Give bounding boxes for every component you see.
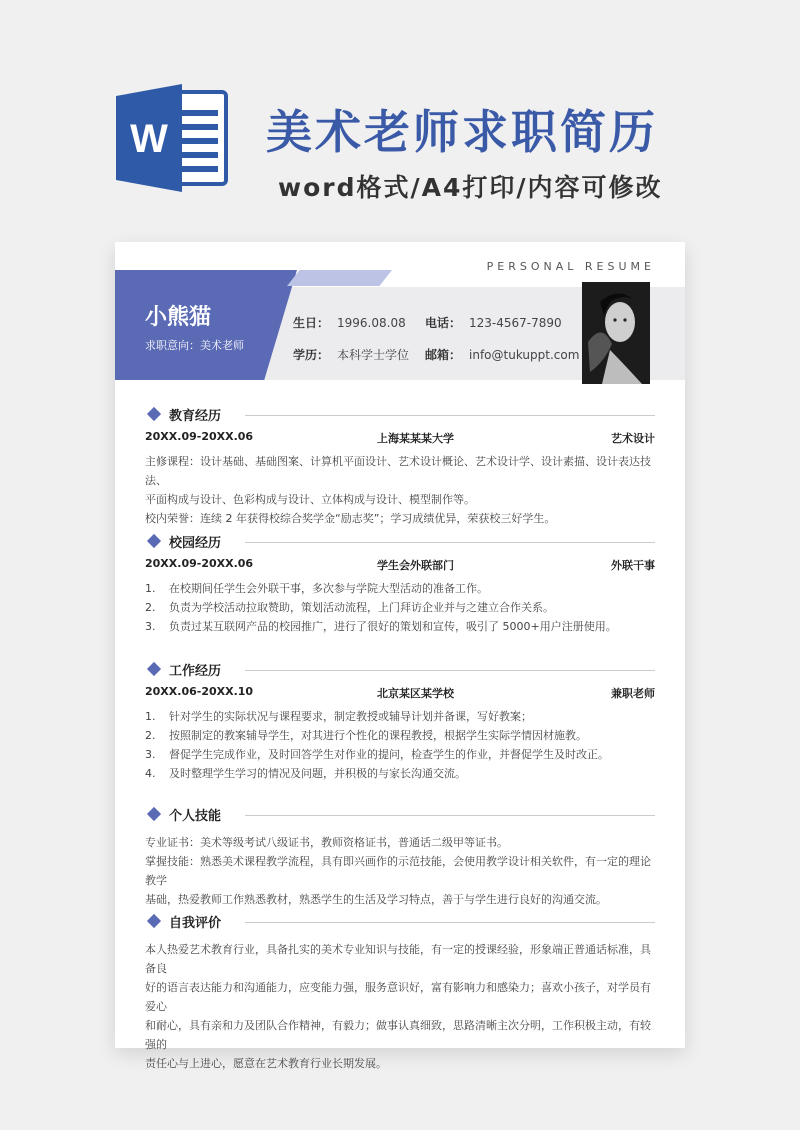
diamond-icon xyxy=(147,914,161,928)
skills-title: 个人技能 xyxy=(169,809,222,824)
entry-date: 20XX.09-20XX.06 xyxy=(145,430,254,443)
profile-photo xyxy=(582,282,650,384)
personal-resume-label: PERSONAL RESUME xyxy=(486,260,655,273)
campus-header xyxy=(145,532,655,554)
info-email xyxy=(425,346,579,363)
self-line: 和耐心，具有亲和力及团队合作精神，有毅力；做事认真细致，思路清晰主次分明，工作积极主动，有较强的 xyxy=(145,1019,651,1051)
work-header xyxy=(145,660,655,682)
entry-role: 兼职老师 xyxy=(611,687,655,700)
phone-value: 123-4567-7890 xyxy=(469,316,562,330)
entry-role: 艺术设计 xyxy=(611,432,655,445)
info-phone xyxy=(425,314,562,331)
section-education xyxy=(145,405,655,528)
section-skills xyxy=(145,805,655,909)
entry-date: 20XX.09-20XX.06 xyxy=(145,557,254,570)
list-item: 4. 及时整理学生学习的情况及问题，并积极的与家长沟通交流。 xyxy=(145,767,466,780)
email-label: 邮箱： xyxy=(425,348,462,362)
section-work xyxy=(145,660,655,783)
edu-label: 学历： xyxy=(293,348,330,362)
self-title: 自我评价 xyxy=(169,916,222,931)
skills-line: 基础，热爱教师工作熟悉教材，熟悉学生的生活及学习特点，善于与学生进行良好的沟通交流。 xyxy=(145,893,607,906)
list-item: 3. 负责过某互联网产品的校园推广，进行了很好的策划和宣传，吸引了 5000+用户注册使用。 xyxy=(145,620,617,633)
list-item: 2. 负责为学校活动拉取赞助，策划活动流程，上门拜访企业并与之建立合作关系。 xyxy=(145,601,554,614)
birth-value: 1996.08.08 xyxy=(337,316,406,330)
candidate-name: 小熊猫 xyxy=(145,305,212,330)
email-value: info@tukuppt.com xyxy=(469,348,580,362)
work-title: 工作经历 xyxy=(169,664,222,679)
section-self-evaluation xyxy=(145,912,655,1073)
skills-line: 掌握技能：熟悉美术课程教学流程，具有即兴画作的示范技能，会使用教学设计相关软件，有一定的理论教学 xyxy=(145,855,651,887)
job-intent: 求职意向：美术老师 xyxy=(145,339,244,352)
self-line: 本人热爱艺术教育行业，具备扎实的美术专业知识与技能，有一定的授课经验，形象端正普通话标准，具备良 xyxy=(145,943,651,975)
list-item: 3. 督促学生完成作业，及时回答学生对作业的提问，检查学生的作业，并督促学生及时改正。 xyxy=(145,748,609,761)
diamond-icon xyxy=(147,662,161,676)
phone-label: 电话： xyxy=(425,316,462,330)
education-entry xyxy=(145,430,655,452)
education-header xyxy=(145,405,655,427)
section-divider xyxy=(245,922,655,923)
diamond-icon xyxy=(147,407,161,421)
education-title: 教育经历 xyxy=(169,409,222,424)
campus-title: 校园经历 xyxy=(169,536,222,551)
accent-stripe xyxy=(287,270,392,286)
list-item: 2. 按照制定的教案辅导学生，对其进行个性化的课程教授，根据学生实际学情因材施教。 xyxy=(145,729,587,742)
education-line: 主修课程：设计基础、基础图案、计算机平面设计、艺术设计概论、艺术设计学、设计素描、设计表达技法、 xyxy=(145,455,651,487)
entry-role: 外联干事 xyxy=(611,559,655,572)
word-logo-icon xyxy=(116,84,228,192)
self-line: 责任心与上进心，愿意在艺术教育行业长期发展。 xyxy=(145,1057,387,1070)
section-divider xyxy=(245,542,655,543)
entry-date: 20XX.06-20XX.10 xyxy=(145,685,254,698)
edu-value: 本科学士学位 xyxy=(337,348,410,362)
entry-org: 学生会外联部门 xyxy=(377,559,454,572)
resume-page xyxy=(115,242,685,1070)
birth-label: 生日： xyxy=(293,316,330,330)
section-campus xyxy=(145,532,655,636)
education-line: 校内荣誉：连续 2 年获得校综合奖学金“励志奖”；学习成绩优异，荣获校三好学生。 xyxy=(145,512,556,525)
list-item: 1. 针对学生的实际状况与课程要求，制定教授或辅导计划并备课，写好教案； xyxy=(145,710,532,723)
work-entry xyxy=(145,685,655,707)
diamond-icon xyxy=(147,534,161,548)
campus-entry xyxy=(145,557,655,579)
list-item: 1. 在校期间任学生会外联干事，多次参与学院大型活动的准备工作。 xyxy=(145,582,488,595)
section-divider xyxy=(245,415,655,416)
entry-org: 北京某区某学校 xyxy=(377,687,454,700)
info-birth xyxy=(293,314,406,331)
entry-org: 上海某某某大学 xyxy=(377,432,454,445)
info-education xyxy=(293,346,409,363)
word-letter: W xyxy=(130,117,168,161)
section-divider xyxy=(245,815,655,816)
skills-header xyxy=(145,805,655,827)
skills-line: 专业证书：美术等级考试八级证书，教师资格证书，普通话二级甲等证书。 xyxy=(145,836,508,849)
banner-subtitle: word格式/A4打印/内容可修改 xyxy=(278,173,663,202)
section-divider xyxy=(245,670,655,671)
self-line: 好的语言表达能力和沟通能力，应变能力强，服务意识好，富有影响力和感染力；喜欢小孩子，对学员有爱心 xyxy=(145,981,651,1013)
diamond-icon xyxy=(147,807,161,821)
banner-title: 美术老师求职简历 xyxy=(266,105,658,159)
self-header xyxy=(145,912,655,934)
education-line: 平面构成与设计、色彩构成与设计、立体构成与设计、模型制作等。 xyxy=(145,493,475,506)
